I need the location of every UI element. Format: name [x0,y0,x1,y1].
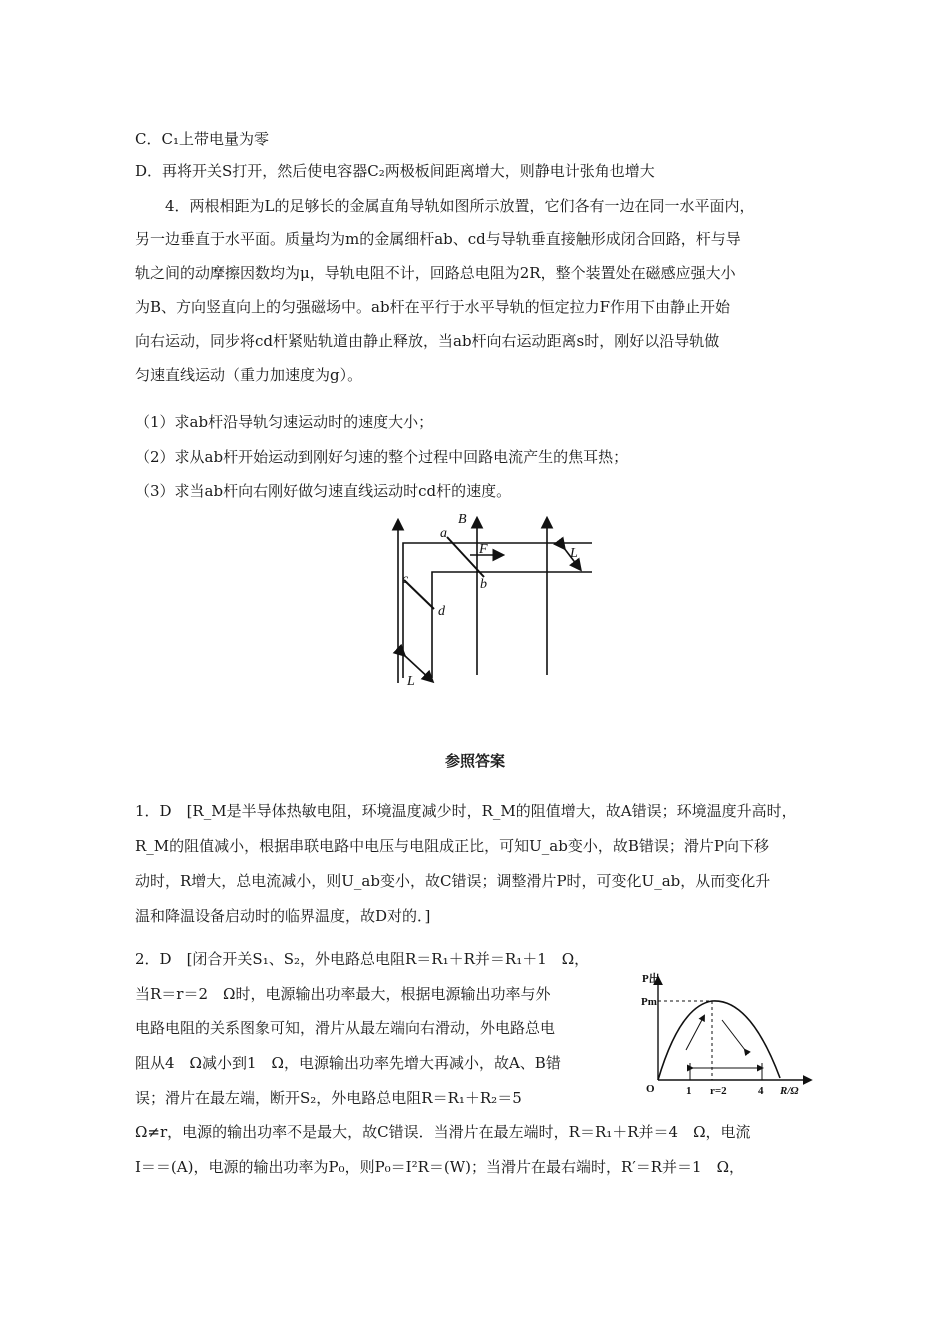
rails-figure [380,505,610,695]
y-axis-label: P出 [642,973,660,985]
rail-inner [432,572,592,678]
answer-2-line-7: I＝＝(A)，电源的输出功率为P₀，则P₀＝I²R＝(W)；当滑片在最右端时，R′＝R并＝1 Ω， [135,1158,745,1176]
question-4-line-3: 轨之间的动摩擦因数均为μ，导轨电阻不计，回路总电阻为2R，整个装置处在磁感应强大小 [135,264,736,282]
label-F: F [479,542,488,557]
power-curve-figure [640,968,820,1100]
answer-2-line-5: 误；滑片在最左端，断开S₂，外电路总电阻R＝R₁＋R₂＝5 [135,1089,522,1107]
answer-2-line-3: 电路电阻的关系图象可知，滑片从最左端向右滑动，外电路总电 [135,1019,556,1037]
answer-1-line-2: R_M的阻值减小，根据串联电路中电压与电阻成正比，可知U_ab变小，故B错误；滑片P向下移 [135,837,769,855]
answer-1-line-3: 动时，R增大，总电流减小，则U_ab变小，故C错误；调整滑片P时，可变化U_ab，从而变化升 [135,872,771,890]
question-4-line-4: 为B、方向竖直向上的匀强磁场中。ab杆在平行于水平导轨的恒定拉力F作用下由静止开始 [135,298,730,316]
sub-question-2: （2）求从ab杆开始运动到刚好匀速的整个过程中回路电流产生的焦耳热； [135,448,629,466]
answer-2-line-2: 当R＝r＝2 Ω时，电源输出功率最大，根据电源输出功率与外 [135,985,551,1003]
question-4-line-2: 另一边垂直于水平面。质量均为m的金属细杆ab、cd与导轨垂直接触形成闭合回路，杆与导 [135,230,741,248]
option-c: C．C₁上带电量为零 [135,130,269,148]
tick-4: 4 [758,1085,764,1097]
label-b: b [480,577,487,592]
question-4-line-1: 4．两根相距为L的足够长的金属直角导轨如图所示放置，它们各有一边在同一水平面内， [165,197,755,215]
label-L-top: L [570,546,578,561]
answer-2-line-4: 阻从4 Ω减小到1 Ω，电源输出功率先增大再减小，故A、B错 [135,1054,561,1072]
label-L-bottom: L [407,674,415,689]
tick-r2: r=2 [710,1085,727,1097]
answer-1-line-1: 1．D [R_M是半导体热敏电阻，环境温度减少时，R_M的阻值增大，故A错误；环境温度升高时， [135,802,797,820]
option-d: D．再将开关S打开，然后使电容器C₂两极板间距离增大，则静电计张角也增大 [135,162,655,180]
rod-cd [404,580,434,609]
sub-question-1: （1）求ab杆沿导轨匀速运动时的速度大小； [135,413,434,431]
answer-heading: 参照答案 [444,752,505,770]
label-c: c [402,572,409,587]
arrow-up [686,1016,704,1050]
label-B: B [458,512,467,527]
sub-question-3: （3）求当ab杆向右刚好做匀速直线运动时cd杆的速度。 [135,482,512,500]
x-axis-label: R/Ω [780,1085,799,1097]
arrow-down [722,1020,745,1050]
answer-2-line-6: Ω≠r，电源的输出功率不是最大，故C错误．当滑片在最左端时，R＝R₁＋R并＝4 Ω，电流 [135,1123,751,1141]
label-d: d [438,604,445,619]
question-4-line-6: 匀速直线运动（重力加速度为g）。 [135,366,363,384]
question-4-line-5: 向右运动，同步将cd杆紧贴轨道由静止释放，当ab杆向右运动距离s时，刚好以沿导轨做 [135,332,720,350]
label-a: a [440,526,447,541]
tick-1: 1 [686,1085,692,1097]
answer-2-line-1: 2．D [闭合开关S₁、S₂，外电路总电阻R＝R₁＋R并＝R₁＋1 Ω， [135,950,590,968]
answer-1-line-4: 温和降温设备启动时的临界温度，故D对的．] [135,907,431,925]
origin-label: O [646,1083,655,1095]
pm-label: Pm [641,996,657,1008]
